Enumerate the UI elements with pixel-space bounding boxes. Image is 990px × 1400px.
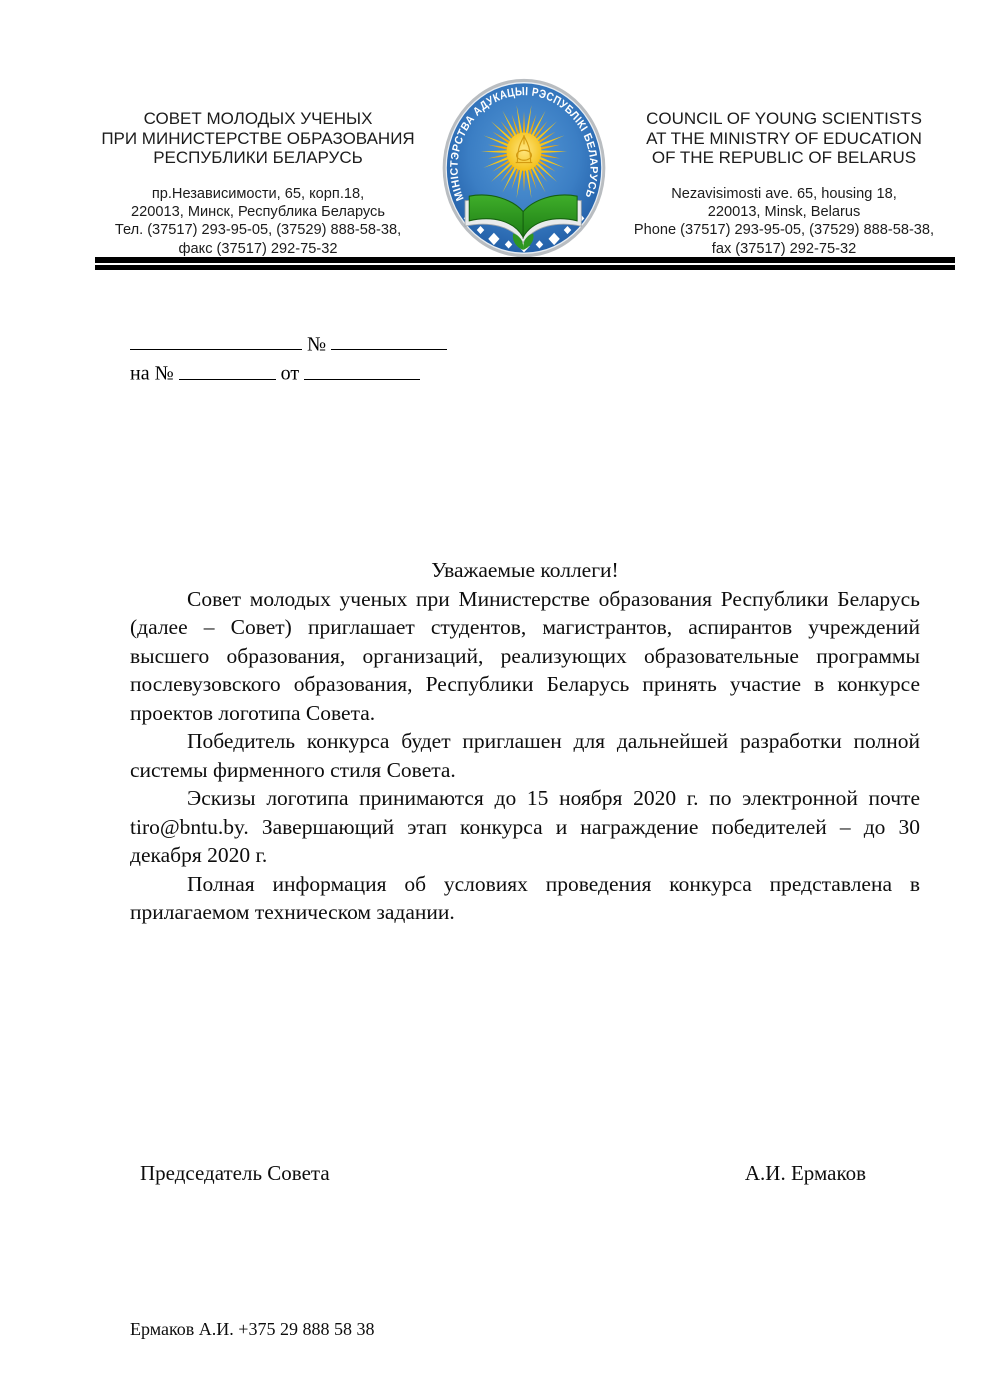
from-label: от: [280, 362, 300, 385]
org-address-line: 220013, Минск, Республика Беларусь: [131, 203, 385, 220]
letter-body: [130, 556, 920, 927]
date-blank-line: [130, 329, 302, 350]
org-address-line: факс (37517) 292-75-32: [178, 240, 338, 257]
org-block-russian: [100, 109, 416, 258]
org-block-english: [626, 109, 942, 258]
org-address-line: Nezavisimosti ave. 65, housing 18,: [671, 185, 897, 202]
ministry-emblem-icon: [441, 77, 607, 259]
on-number-label: на №: [130, 362, 174, 385]
paragraph: Победитель конкурса будет приглашен для дальнейшей разработки полной системы фирменного стиля Совета.: [130, 729, 920, 782]
org-address-line: 220013, Minsk, Belarus: [707, 203, 861, 220]
org-address-line: пр.Независимости, 65, корп.18,: [151, 185, 365, 202]
org-title-line: СОВЕТ МОЛОДЫХ УЧЕНЫХ: [143, 109, 373, 128]
logo-ring-text: МІНІСТЭРСТВА АДУКАЦЫІ РЭСПУБЛІКІ БЕЛАРУСЬ: [448, 85, 600, 203]
ministry-emblem-logo: [441, 77, 607, 259]
letterhead-divider-rule: [95, 257, 955, 270]
salutation: Уважаемые коллеги!: [431, 558, 619, 582]
org-title-line: AT THE MINISTRY OF EDUCATION: [646, 128, 922, 148]
org-title-line: OF THE REPUBLIC OF BELARUS: [651, 148, 917, 167]
signature-name: А.И. Ермаков: [744, 1161, 866, 1185]
signature-position-label: Председатель Совета: [140, 1161, 330, 1185]
paragraph: Эскизы логотипа принимаются до 15 ноября 2020 г. по электронной почте tiro@bntu.by. Завершающий этап конкурса и награждение победителей – до 30 декабря 2020 г.: [130, 786, 920, 867]
org-address-line: Тел. (37517) 293-95-05, (37529) 888-58-38,: [114, 222, 402, 239]
signature-row: [140, 1161, 866, 1186]
org-title-line: РЕСПУБЛИКИ БЕЛАРУСЬ: [153, 148, 363, 167]
number-blank-line: [331, 329, 447, 350]
paragraph: Полная информация об условиях проведения конкурса представлена в прилагаемом техническом задании.: [130, 871, 920, 924]
org-address-line: fax (37517) 292-75-32: [711, 240, 857, 257]
reference-number-block: [130, 329, 452, 388]
incoming-date-blank-line: [304, 358, 420, 379]
org-title-line: ПРИ МИНИСТЕРСТВЕ ОБРАЗОВАНИЯ: [101, 128, 415, 148]
reference-line-incoming: [130, 358, 452, 387]
org-address-line: Phone (37517) 293-95-05, (37529) 888-58-38,: [633, 222, 935, 239]
org-title-line: COUNCIL OF YOUNG SCIENTISTS: [646, 109, 922, 128]
executor-contact: Ермаков А.И. +375 29 888 58 38: [130, 1319, 375, 1339]
incoming-number-blank-line: [179, 358, 276, 379]
paragraph: Совет молодых ученых при Министерстве образования Республики Беларусь (далее – Совет) приглашает студентов, магистрантов, аспирантов учреждений высшего образования, организаций, реализующих образовательные программы послевузовского образования, Республики Беларусь принять участие в конкурсе проектов логотипа Совета.: [130, 586, 920, 725]
number-sign-label: №: [307, 333, 327, 356]
reference-line-outgoing: [130, 329, 452, 358]
